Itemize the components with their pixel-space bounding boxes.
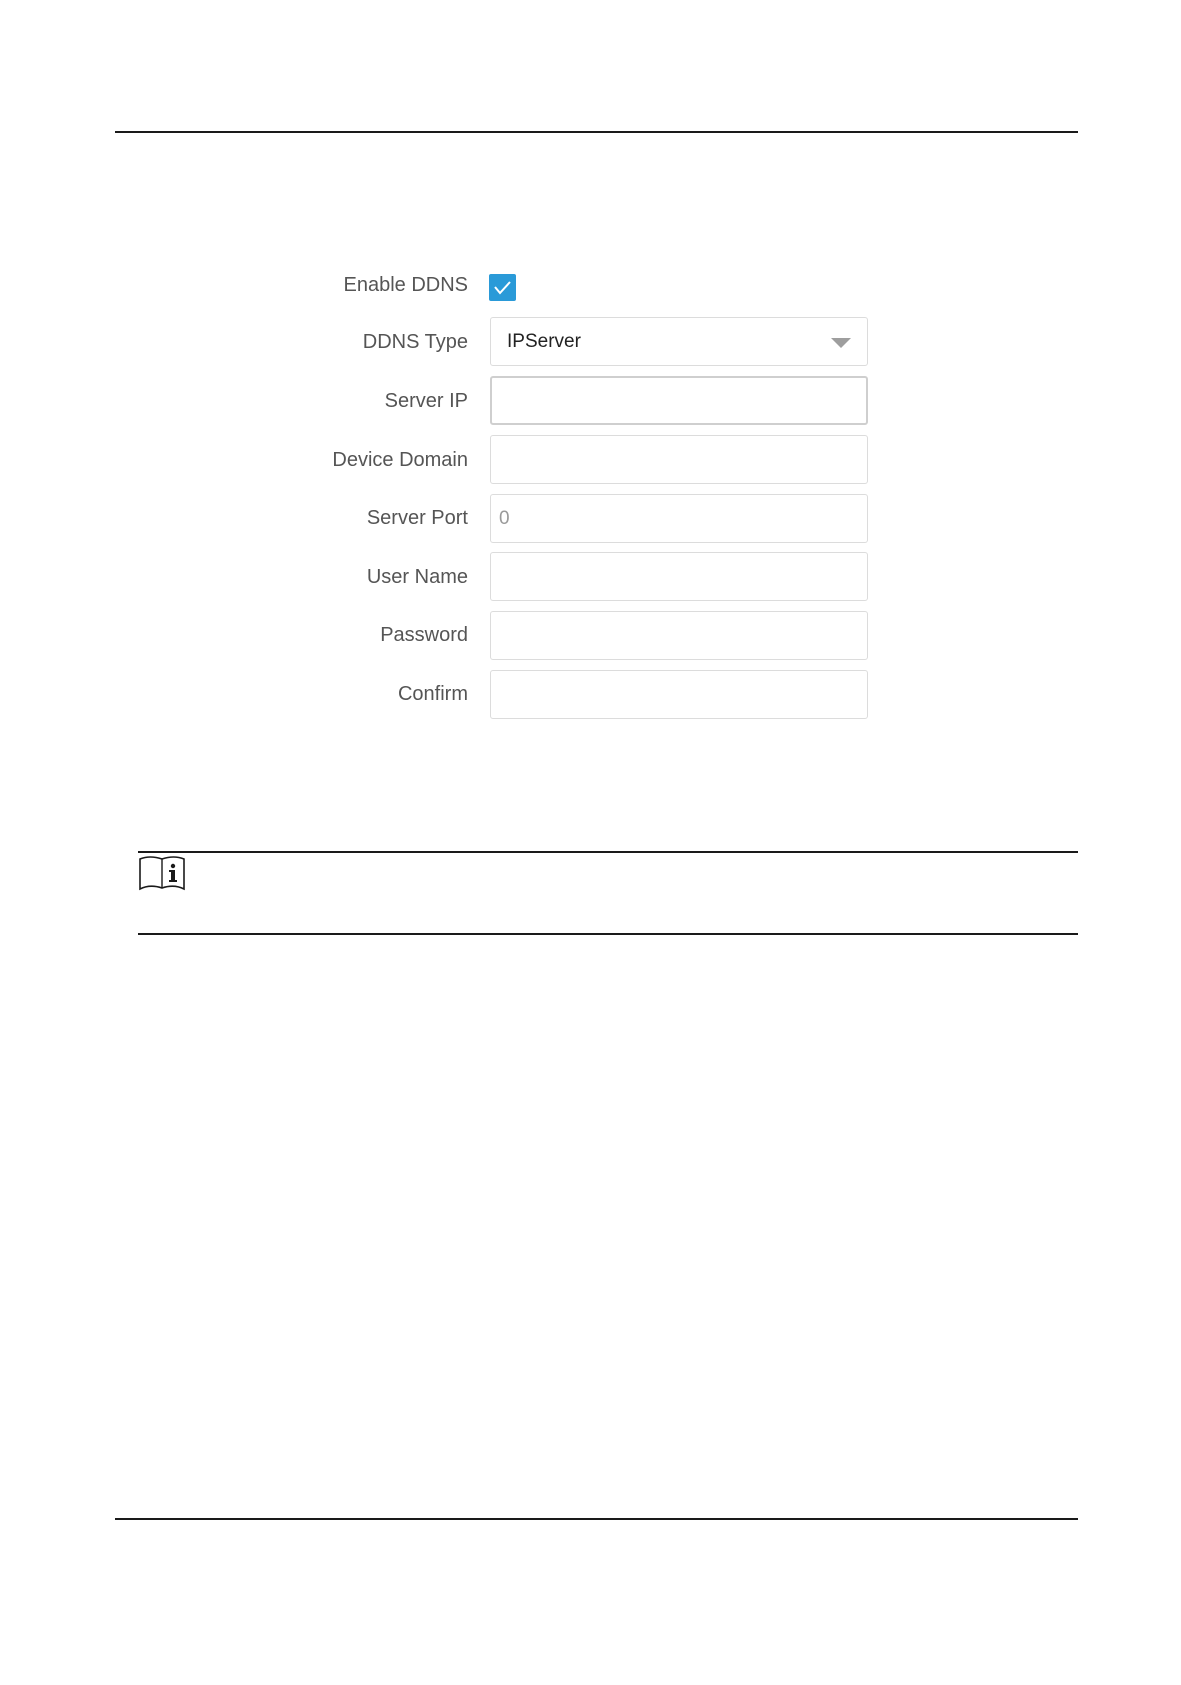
chevron-down-icon[interactable] (831, 338, 851, 348)
note-bottom-rule (138, 933, 1078, 935)
user-name-input[interactable] (490, 552, 868, 601)
device-domain-label: Device Domain (332, 449, 468, 471)
server-port-input[interactable]: 0 (490, 494, 868, 543)
enable-ddns-label: Enable DDNS (343, 274, 468, 296)
server-ip-label: Server IP (384, 390, 468, 412)
password-label: Password (380, 624, 468, 646)
password-input[interactable] (490, 611, 868, 660)
ddns-type-select[interactable] (490, 317, 868, 366)
device-domain-input[interactable] (490, 435, 868, 484)
note-book-info-icon (138, 855, 186, 891)
note-top-rule (138, 851, 1078, 853)
enable-ddns-checkbox[interactable] (489, 274, 516, 301)
ddns-type-label: DDNS Type (362, 331, 468, 353)
confirm-input[interactable] (490, 670, 868, 719)
ddns-settings-form (0, 0, 1181, 760)
confirm-label: Confirm (397, 683, 468, 705)
user-name-label: User Name (366, 566, 468, 588)
server-ip-input[interactable] (490, 376, 868, 425)
footer-rule (115, 1518, 1078, 1520)
server-port-label: Server Port (366, 507, 468, 529)
checkmark-icon (489, 274, 516, 301)
ddns-type-value: IPServer (507, 331, 581, 352)
